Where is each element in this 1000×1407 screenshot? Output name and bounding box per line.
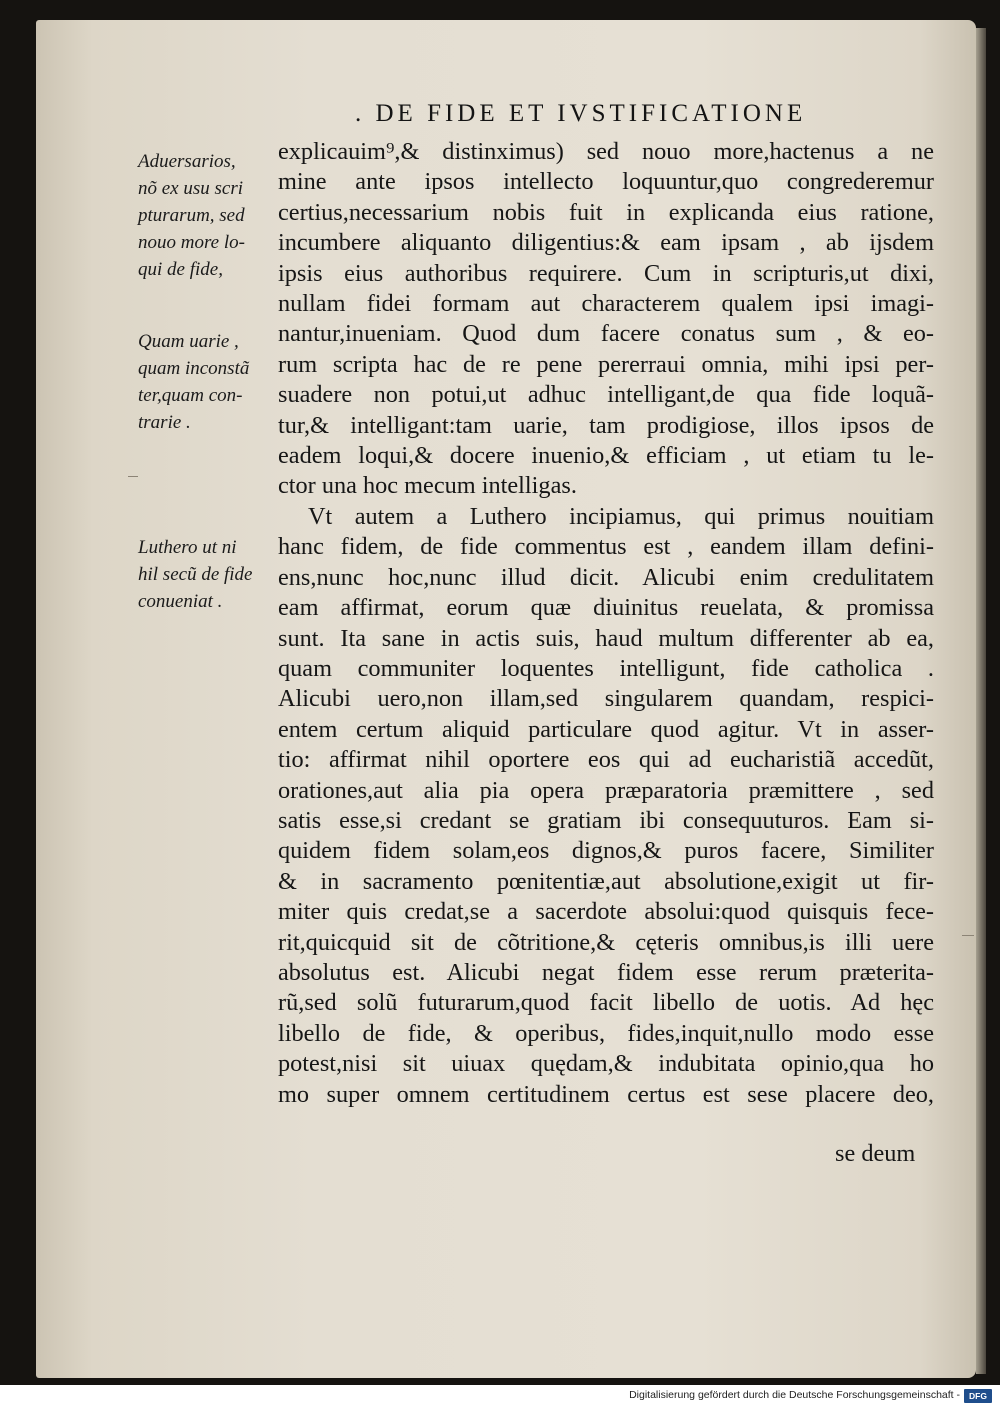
text-line: entem certum aliquid particulare quod agitur. Vt in asser- [278, 715, 934, 743]
text-line: Alicubi uero,non illam,sed singularem quandam, respici- [278, 685, 934, 713]
text-line: rum scripta hac de re pene pererraui omnia, mihi ipsi per- [278, 350, 934, 378]
footer-bar [0, 1385, 1000, 1407]
text-line: libello de fide, & operibus, fides,inquit,nullo modo esse [278, 1019, 934, 1047]
dfg-logo: DFG [964, 1389, 992, 1403]
text-line: explicauim⁹,& distinximus) sed nouo more,hactenus a ne [278, 138, 934, 165]
catchword: se deum [835, 1140, 916, 1167]
text-line: absolutus est. Alicubi negat fidem esse rerum præterita- [278, 958, 934, 986]
text-line: incumbere aliquanto diligentius:& eam ipsam , ab ijsdem [278, 229, 934, 257]
marginal-line: nõ ex usu scri [138, 178, 244, 199]
marginal-line: nouo more lo- [138, 232, 245, 253]
text-line: rũ,sed solũ futurarum,quod facit libello de uotis. Ad hęc [278, 989, 934, 1017]
marginal-line: ter,quam con- [138, 385, 243, 406]
marginal-line: trarie . [138, 412, 191, 433]
marginal-line: Aduersarios, [138, 151, 236, 172]
page-mark [962, 935, 974, 936]
text-line: mine ante ipsos intellecto loquuntur,quo congrederemur [278, 168, 934, 196]
text-line: orationes,aut alia pia opera præparatoria præmittere , sed [278, 776, 934, 804]
text-line: quam communiter loquentes intelligunt, fide catholica . [278, 654, 934, 682]
page-mark [128, 476, 138, 477]
text-line: potest,nisi sit uiuax quędam,& indubitata opinio,qua ho [278, 1050, 934, 1078]
text-line: miter quis credat,se a sacerdote absolui:quod quisquis fece- [278, 898, 934, 926]
marginal-note-1 [138, 148, 266, 283]
marginal-line: Quam uarie , [138, 331, 239, 352]
marginal-line: quam inconstã [138, 358, 250, 379]
marginal-line: pturarum, sed [138, 205, 245, 226]
text-line: tio: affirmat nihil oportere eos qui ad eucharistiã accedũt, [278, 746, 934, 774]
text-line: & in sacramento pœnitentiæ,aut absolutione,exigit ut fir- [278, 867, 934, 895]
running-head: . DE FIDE ET IVSTIFICATIONE [355, 100, 807, 127]
text-line: ens,nunc hoc,nunc illud dicit. Alicubi enim credulitatem [278, 563, 934, 591]
text-line: satis esse,si credant se gratiam ibi consequuturos. Eam si- [278, 806, 934, 834]
text-line: hanc fidem, de fide commentus est , eandem illam defini- [278, 533, 934, 561]
paragraph-start-line: Vt autem a Luthero incipiamus, qui primus nouitiam [308, 502, 934, 530]
page-edge [976, 28, 986, 1374]
text-line: quidem fidem solam,eos dignos,& puros facere, Similiter [278, 837, 934, 865]
marginal-note-2 [138, 328, 266, 436]
text-line: rit,quicquid sit de cõtritione,& cęteris omnibus,is illi uere [278, 928, 934, 956]
text-line: mo super omnem certitudinem certus est sese placere deo, [278, 1080, 934, 1108]
text-line: tur,& intelligant:tam uarie, tam prodigiose, illos ipsos de [278, 411, 934, 439]
text-line: ipsis eius authoribus requirere. Cum in scripturis,ut dixi, [278, 259, 934, 287]
marginal-line: qui de fide, [138, 259, 223, 280]
marginal-line: hil secũ de fide [138, 564, 253, 585]
text-line: nullam fidei formam aut characterem qualem ipsi imagi- [278, 290, 934, 318]
text-line: nantur,inueniam. Quod dum facere conatus sum , & eo- [278, 320, 934, 348]
text-line: eam affirmat, eorum quæ diuinitus reuelata, & promissa [278, 594, 934, 622]
marginal-line: Luthero ut ni [138, 537, 237, 558]
text-line: ctor una hoc mecum intelligas. [278, 472, 577, 500]
funding-credit: Digitalisierung gefördert durch die Deutsche Forschungsgemeinschaft - [629, 1389, 960, 1401]
marginal-line: conueniat . [138, 591, 223, 612]
text-line: certius,necessarium nobis fuit in explicanda eius ratione, [278, 198, 934, 226]
marginal-note-3 [138, 534, 266, 615]
main-text-block [278, 137, 934, 1110]
text-line: sunt. Ita sane in actis suis, haud multum differenter ab ea, [278, 624, 934, 652]
text-line: suadere non potui,ut adhuc intelligant,de qua fide loquã- [278, 381, 934, 409]
text-line: eadem loqui,& docere inuenio,& efficiam , ut etiam tu le- [278, 442, 934, 470]
